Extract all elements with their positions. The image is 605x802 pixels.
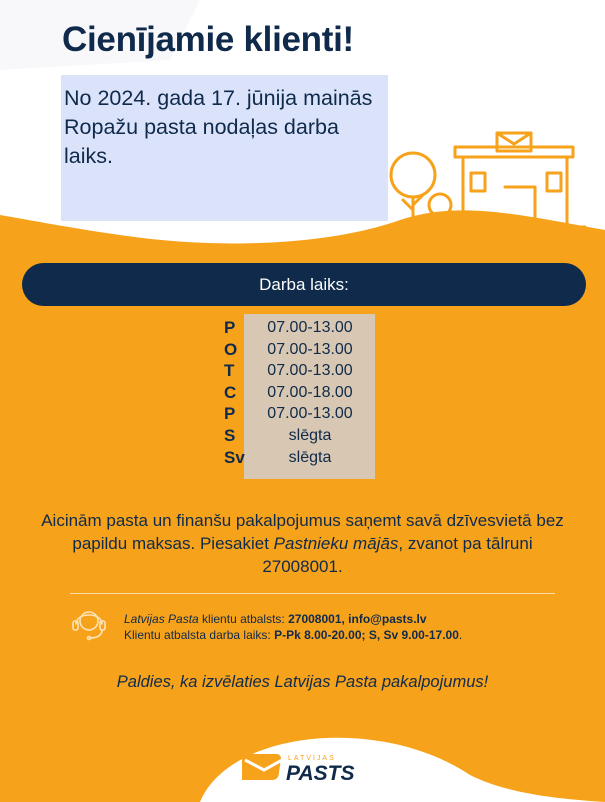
announcement-text: No 2024. gada 17. jūnija mainās Ropažu pasta nodaļas darba laiks. (64, 86, 373, 168)
support-contacts-line (124, 611, 584, 627)
invitation-text-end: , zvanot pa tālruni 27008001. (262, 534, 533, 576)
schedule-row (224, 383, 376, 405)
day-label: P (224, 404, 236, 424)
support-hours-end: . (458, 628, 463, 642)
invitation-text-start: Aicinām pasta un finanšu pakalpojumus saņemt savā dzīvesvietā bez papildu maksas. Piesakiet (41, 511, 564, 553)
support-hours: P-Pk 8.00-20.00; S, Sv 9.00-17.00 (274, 628, 459, 642)
pasts-logo (242, 751, 368, 783)
brand-name: Latvijas Pasta (124, 612, 199, 626)
post-office-illustration (385, 125, 590, 235)
day-label: Sv (224, 447, 245, 467)
support-hours-line (124, 627, 584, 643)
schedule-list (224, 318, 376, 469)
thanks-message: Paldies, ka izvēlaties Latvijas Pasta pakalpojumus! (116, 673, 489, 691)
schedule-row (224, 426, 376, 448)
schedule-row (224, 404, 376, 426)
schedule-row (224, 318, 376, 340)
hours-banner: Darba laiks: (22, 263, 586, 306)
invitation-text (40, 509, 565, 578)
support-info (124, 611, 584, 643)
hours-value: 07.00-13.00 (267, 340, 353, 358)
hours-value: slēgta (288, 426, 332, 444)
schedule-row (224, 361, 376, 383)
hours-value: 07.00-18.00 (267, 383, 353, 401)
hours-value: 07.00-13.00 (267, 405, 353, 423)
day-label: O (224, 339, 238, 359)
day-label: T (224, 361, 235, 381)
support-contacts: 27008001, info@pasts.lv (288, 612, 427, 626)
day-label: P (224, 318, 236, 337)
hours-value: 07.00-13.00 (267, 319, 353, 336)
footer-wave-background (0, 690, 605, 802)
schedule-row (224, 340, 376, 362)
headset-icon (68, 604, 110, 644)
logo-main-text: PASTS (286, 762, 355, 783)
logo-top-text: LATVIJAS (288, 755, 336, 762)
support-label: klientu atbalsts: (198, 612, 289, 626)
hours-value: 07.00-13.00 (267, 362, 353, 380)
day-label: C (224, 382, 237, 402)
support-hours-label: Klientu atbalsta darba laiks: (124, 628, 275, 642)
page-title: Cienījamie klienti! (62, 20, 354, 59)
divider (70, 593, 555, 594)
day-label: S (224, 425, 236, 445)
schedule-row (224, 448, 376, 470)
hours-value: slēgta (288, 448, 332, 466)
service-name: Pastnieku mājās (273, 534, 399, 553)
